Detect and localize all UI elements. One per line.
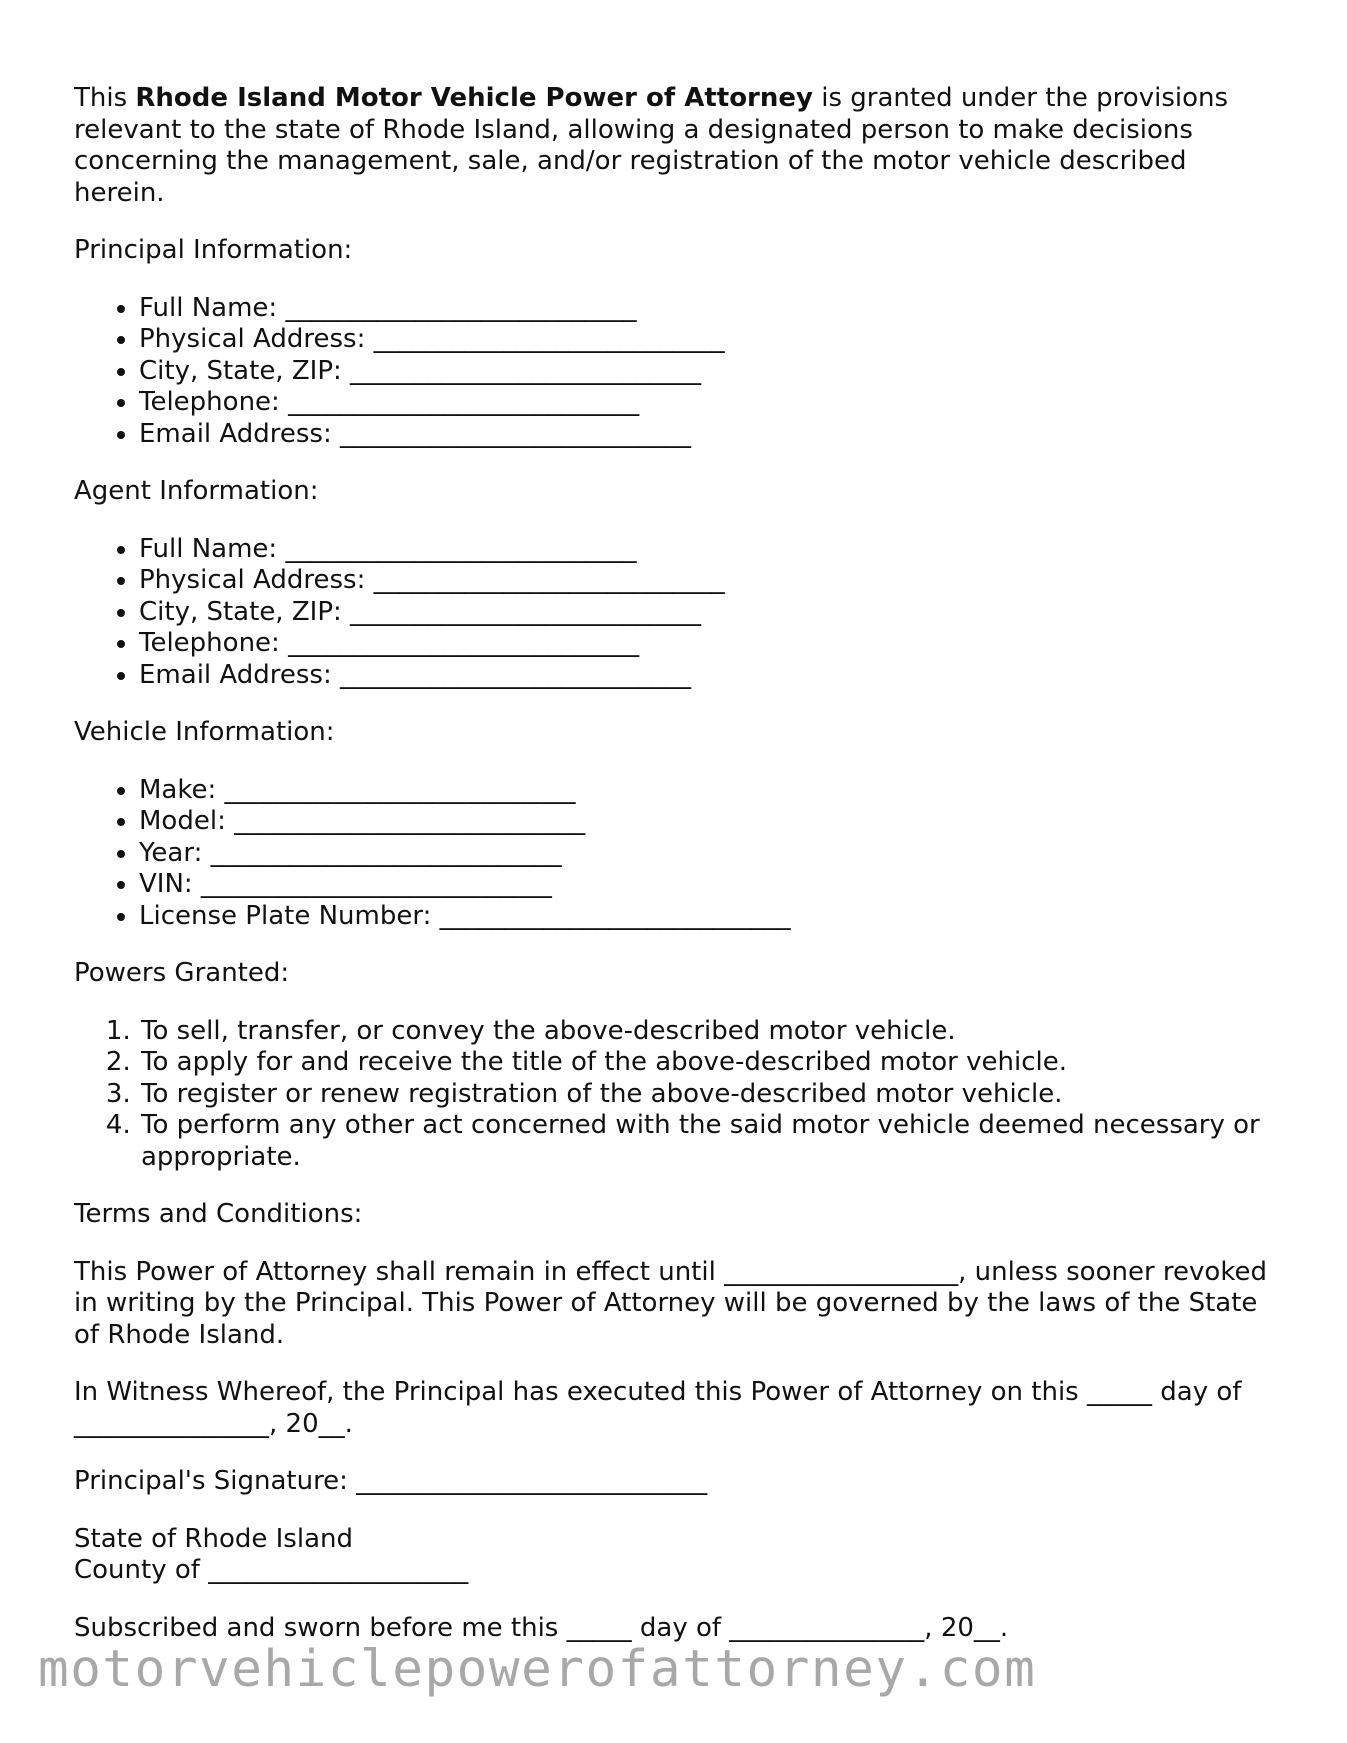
vehicle-make-field: • Make: ___________________________ — [139, 775, 1274, 807]
principal-list — [74, 293, 1274, 451]
agent-city-field: • City, State, ZIP: ___________________________ — [139, 597, 1274, 629]
agent-telephone-field: • Telephone: ___________________________ — [139, 628, 1274, 660]
principal-city-field: • City, State, ZIP: ___________________________ — [139, 356, 1274, 388]
intro-prefix: This — [74, 83, 136, 113]
principal-signature-line: Principal's Signature: ___________________________ — [74, 1466, 708, 1496]
terms-paragraph: This Power of Attorney shall remain in effect until __________________, unless sooner revoked in writing by the Principal. This Power of Attorney will be governed by the laws of the State of Rhode Island. — [74, 1256, 1267, 1350]
document-title: Rhode Island Motor Vehicle Power of Attorney — [135, 83, 813, 113]
subscribed-line: Subscribed and sworn before me this _____ day of _______________, 20__. — [74, 1612, 1009, 1643]
power-item: 2. To apply for and receive the title of the above-described motor vehicle. — [139, 1047, 1274, 1079]
agent-email-field: • Email Address: ___________________________ — [139, 660, 1274, 692]
document-body — [74, 83, 1274, 1670]
intro-text: is granted under the provisions relevant to the state of Rhode Island, allowing a designated person to make decisions concerning the management, sale, and/or registration of the motor vehicle described herein. — [74, 83, 1229, 208]
powers-list — [74, 1016, 1274, 1174]
terms-heading: Terms and Conditions: — [74, 1199, 363, 1229]
principal-full-name-field: • Full Name: ___________________________ — [139, 293, 1274, 325]
intro-paragraph — [74, 83, 1274, 209]
vehicle-list — [74, 775, 1274, 933]
power-item: 1. To sell, transfer, or convey the above-described motor vehicle. — [139, 1016, 1274, 1048]
state-line: State of Rhode Island — [74, 1523, 353, 1554]
power-item: 3. To register or renew registration of the above-described motor vehicle. — [139, 1079, 1274, 1111]
principal-address-field: • Physical Address: ___________________________ — [139, 324, 1274, 356]
notary-venue — [74, 1524, 1274, 1587]
agent-full-name-field: • Full Name: ___________________________ — [139, 534, 1274, 566]
agent-address-field: • Physical Address: ___________________________ — [139, 565, 1274, 597]
principal-telephone-field: • Telephone: ___________________________ — [139, 387, 1274, 419]
agent-list — [74, 534, 1274, 692]
power-item: 4. To perform any other act concerned with the said motor vehicle deemed necessary or appropriate. — [139, 1110, 1274, 1173]
watermark: motorvehiclepowerofattorney.com — [38, 1640, 1037, 1699]
vehicle-vin-field: • VIN: ___________________________ — [139, 869, 1274, 901]
vehicle-heading: Vehicle Information: — [74, 717, 335, 747]
witness-paragraph: In Witness Whereof, the Principal has executed this Power of Attorney on this _____ day of _______________, 20__. — [74, 1377, 1242, 1439]
vehicle-plate-field: • License Plate Number: ___________________________ — [139, 901, 1274, 933]
principal-heading: Principal Information: — [74, 235, 353, 265]
principal-email-field: • Email Address: ___________________________ — [139, 419, 1274, 451]
vehicle-model-field: • Model: ___________________________ — [139, 806, 1274, 838]
powers-heading: Powers Granted: — [74, 958, 290, 988]
agent-heading: Agent Information: — [74, 476, 319, 506]
county-line: County of ____________________ — [74, 1555, 469, 1585]
vehicle-year-field: • Year: ___________________________ — [139, 838, 1274, 870]
